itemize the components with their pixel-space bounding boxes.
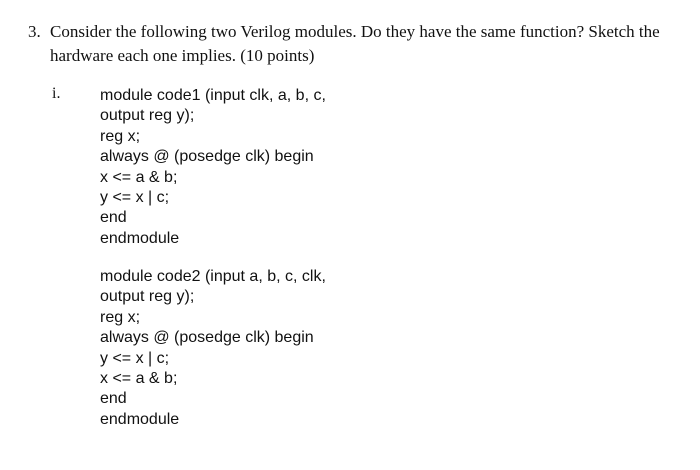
code-line: end <box>100 390 127 408</box>
question-3 <box>28 20 678 68</box>
code-line: always @ (posedge clk) begin <box>100 148 314 166</box>
part-label: i. <box>52 85 61 102</box>
code-line: module code1 (input clk, a, b, c, <box>100 87 326 104</box>
code-line: x <= a & b; <box>100 168 178 186</box>
code-line: always @ (posedge clk) begin <box>100 329 314 347</box>
code-line: y <= x | c; <box>100 349 170 367</box>
code-line: reg x; <box>100 127 141 145</box>
code-line: y <= x | c; <box>100 188 170 206</box>
code-line: x <= a & b; <box>100 369 178 387</box>
code-block-code2 <box>100 267 326 430</box>
code-line: module code2 (input a, b, c, clk, <box>100 268 326 285</box>
question-text: Consider the following two Verilog modules. Do they have the same function? Sketch the hardware each one implies. (10 points) <box>50 22 660 65</box>
code-line: endmodule <box>100 410 180 428</box>
code-line: output reg y); <box>100 107 195 125</box>
code-line: reg x; <box>100 308 141 326</box>
code-block-code1 <box>100 86 326 249</box>
code-line: output reg y); <box>100 288 195 306</box>
code-line: endmodule <box>100 229 180 247</box>
question-number: 3. <box>28 22 41 41</box>
code-line: end <box>100 209 127 227</box>
